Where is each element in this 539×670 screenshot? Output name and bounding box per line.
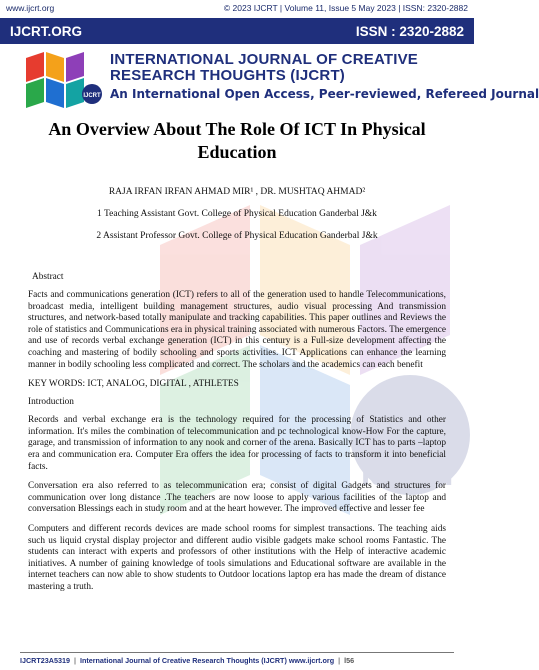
paper-id: IJCRT23A5319 [20,656,70,665]
footer-separator: | [73,656,76,665]
issn-label: ISSN : 2320-2882 [355,23,464,39]
journal-reference[interactable]: International Journal of Creative Research Thoughts (IJCRT) www.ijcrt.org [79,656,335,665]
body-paragraph: Computers and different records devices are made school rooms for simplest transactions. The teaching aids such us liquid crystal display projector and different audio visible gadgets make school rooms Fantastic. The students can interact with experts and professors of other institutions with the Help of interactive academic initiatives. A number of gaining knowledge of tools simulations and Educational software are available in the internet teachers can now able to show students to Outdoor locations laptop era has made the dream of distance mastering a truth. [28,523,446,592]
author-list: RAJA IRFAN IRFAN AHMAD MIR¹ , DR. MUSHTAQ AHMAD² [108,187,366,197]
affiliation-2: 2 Assistant Professor Govt. College of Physical Education Ganderbal J&k [96,231,378,241]
affiliation-1: 1 Teaching Assistant Govt. College of Physical Education Ganderbal J&k [97,209,377,219]
footer-separator: | [338,656,341,665]
paper-title: An Overview About The Role Of ICT In Physical Education [48,119,426,162]
logo-text: IJCRT [83,93,101,99]
page-number: l56 [344,656,355,665]
masthead [0,46,539,112]
running-header [0,0,474,16]
body-paragraph: Records and verbal exchange era is the technology required for the processing of Statistics and other information. It's miles the combination of telecommunication and pc technological know-How For the capture, garage, and transmission of information to any nook and corner of the arena. Basically ICT has to parts –laptop era and communication era. Computer Era offers the idea for processing of facts to transform it into beneficial facts. [28,415,446,472]
keywords: KEY WORDS: ICT, ANALOG, DIGITAL , ATHLETES [28,379,239,390]
site-url[interactable]: www.ijcrt.org [6,3,55,13]
abstract-text: Facts and communications generation (ICT) refers to all of the generation used to handle Telecommunications, broadcast media, intelligent building management structures, audio visual processing And transmission structures, and network-based totally manipulate and tracking capabilities. This paper outlines and Reviews the role of statistics and Communications era in physical training associated with numerous Factors. The emergence and use of records verbal exchange generation (ICT) in this century is a Full-size development affecting the coaching and mastering of bodily schooling and sports activities. ICT Applications can enhance the learning manner in bodily schooling less complicated and correct. The scholars and the academics can each benefit [28,290,446,370]
brand-name: IJCRT.ORG [10,23,83,39]
journal-subtitle: An International Open Access, Peer-reviewed, Refereed Journal [110,87,539,101]
abstract-heading: Abstract [32,272,64,282]
body-paragraph: Conversation era also referred to as telecommunication era; consist of digital Gadgets and structures for communication over long distance .The teachers are now loose to apply various facilities of the laptop and conversation Blessings each in study room and at the heart however. The improved effective and lesser fee [28,481,446,515]
watermark-text: IJCRT [360,455,460,493]
journal-logo-icon [22,50,104,110]
journal-title: INTERNATIONAL JOURNAL OF CREATIVE RESEARCH THOUGHTS (IJCRT) [110,51,418,84]
intro-heading: Introduction [28,397,74,408]
issue-line: © 2023 IJCRT | Volume 11, Issue 5 May 2023 | ISSN: 2320-2882 [223,3,468,13]
page-footer [20,652,454,666]
article-body [28,118,446,593]
brand-bar [0,18,474,44]
